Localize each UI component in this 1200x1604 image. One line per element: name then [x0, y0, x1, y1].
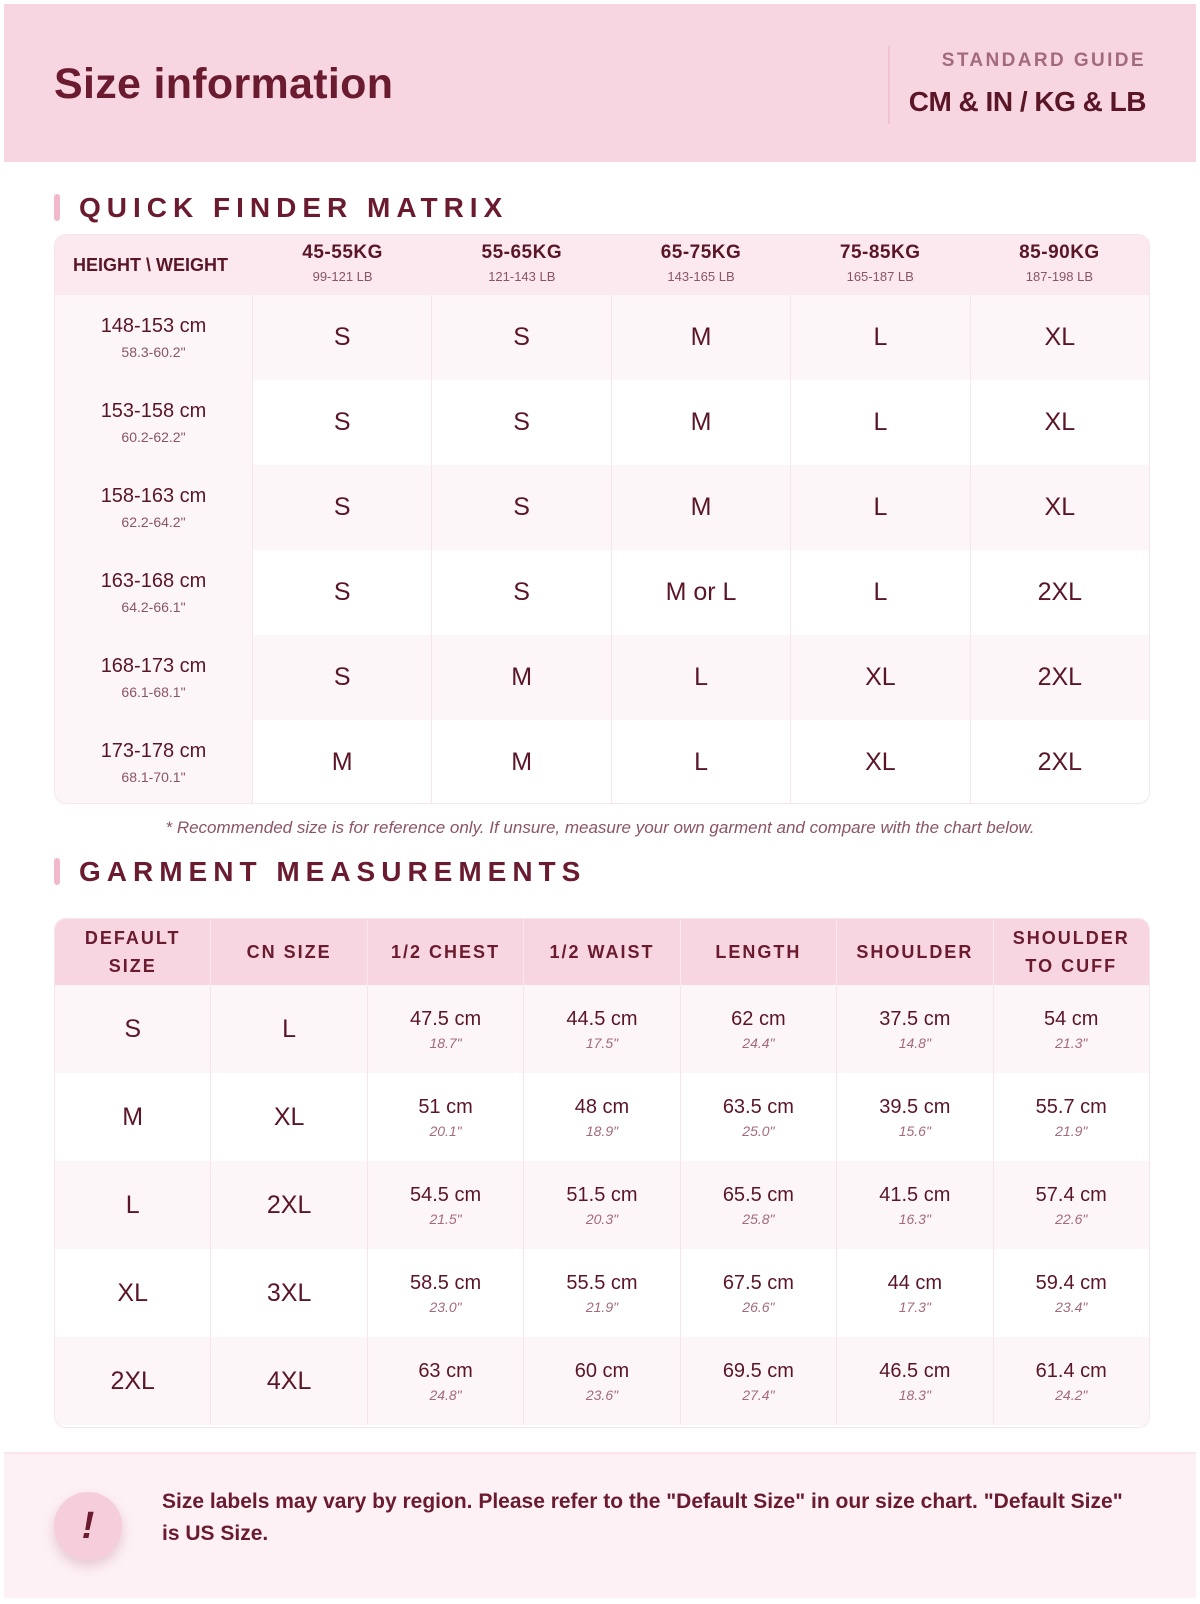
- page-title: Size information: [54, 60, 394, 108]
- size-cell: S: [432, 465, 611, 550]
- measurement-in: 21.9": [585, 1298, 619, 1315]
- size-cell: XL: [1044, 493, 1076, 521]
- default-size-cell: [55, 985, 211, 1073]
- measurement-in: 24.4": [742, 1034, 775, 1051]
- measurement-cell: [368, 1249, 524, 1337]
- default-size: M: [122, 1102, 144, 1131]
- size-cell: S: [432, 550, 611, 635]
- weight-lb: 99-121 LB: [312, 269, 373, 284]
- size-cell: L: [612, 635, 791, 720]
- weight-lb: 165-187 LB: [846, 269, 914, 284]
- weight-column-header: [791, 235, 970, 295]
- measurement-in: 18.3": [898, 1386, 931, 1403]
- measurement-cell: [524, 985, 680, 1073]
- matrix-row: [55, 295, 1149, 380]
- size-cell: S: [253, 550, 432, 635]
- cn-size: 2XL: [266, 1190, 312, 1219]
- matrix-header-row: [55, 235, 1149, 295]
- column-header: SHOULDER TO CUFF: [1012, 928, 1130, 976]
- measurement-cm: 46.5 cm: [879, 1359, 951, 1382]
- measurement-in: 21.5": [429, 1210, 462, 1227]
- column-header: 1/2 CHEST: [368, 919, 524, 985]
- height-cm: 158-163 cm: [100, 485, 207, 507]
- measurement-in: 22.6": [1055, 1210, 1088, 1227]
- default-size: S: [124, 1014, 142, 1043]
- header-divider: [888, 46, 890, 124]
- measurement-in: 24.8": [429, 1386, 462, 1403]
- measurement-cm: 44 cm: [887, 1271, 943, 1294]
- measurement-cell: [524, 1249, 680, 1337]
- height-cell: [55, 550, 253, 635]
- height-cm: 148-153 cm: [100, 315, 207, 337]
- measurement-cm: 51 cm: [418, 1095, 473, 1118]
- measurement-cm: 55.5 cm: [566, 1271, 638, 1294]
- measurement-in: 20.3": [585, 1210, 619, 1227]
- size-cell: M or L: [612, 550, 791, 635]
- measurement-cell: [994, 1337, 1149, 1425]
- default-size: L: [125, 1190, 140, 1219]
- quick-finder-title-text: QUICK FINDER MATRIX: [79, 192, 509, 223]
- measurement-cell: [524, 1073, 680, 1161]
- quick-finder-title: [54, 192, 508, 224]
- size-cell: 2XL: [1037, 578, 1083, 606]
- matrix-row: [55, 550, 1149, 635]
- weight-column-header: [432, 235, 611, 295]
- weight-kg: 65-75KG: [660, 242, 742, 263]
- measurement-cm: 63 cm: [418, 1359, 473, 1382]
- height-in: 66.1-68.1": [121, 684, 186, 700]
- height-cm: 153-158 cm: [100, 400, 207, 422]
- weight-lb: 143-165 LB: [667, 269, 735, 284]
- table-row: [55, 1073, 1149, 1161]
- cn-size: 4XL: [266, 1366, 312, 1395]
- reference-note: * Recommended size is for reference only. If unsure, measure your own garment and compare with the chart below.: [165, 818, 1035, 837]
- size-cell: L: [612, 720, 791, 804]
- size-cell: M: [253, 720, 432, 804]
- measurement-cm: 58.5 cm: [409, 1271, 482, 1294]
- size-cell: S: [432, 295, 611, 380]
- measurement-cm: 51.5 cm: [566, 1183, 638, 1206]
- measurement-cm: 41.5 cm: [879, 1183, 951, 1206]
- measurement-in: 17.5": [585, 1034, 619, 1051]
- measurement-cm: 65.5 cm: [722, 1183, 794, 1206]
- measurement-cell: [681, 985, 837, 1073]
- weight-kg: 55-65KG: [481, 242, 563, 263]
- measurement-cell: [524, 1161, 680, 1249]
- measurement-cell: [368, 1073, 524, 1161]
- cn-size: L: [282, 1014, 297, 1043]
- height-cell: [55, 465, 253, 550]
- measurement-in: 23.4": [1055, 1298, 1088, 1315]
- measurement-cm: 57.4 cm: [1035, 1183, 1107, 1206]
- measurement-cm: 62 cm: [731, 1007, 786, 1030]
- size-cell: S: [253, 465, 432, 550]
- guide-label: STANDARD GUIDE: [941, 50, 1146, 71]
- measurement-in: 25.8": [742, 1210, 775, 1227]
- size-cell: XL: [791, 720, 970, 804]
- size-cell: XL: [1044, 408, 1076, 436]
- cn-size-cell: [211, 1073, 367, 1161]
- measurement-cm: 37.5 cm: [879, 1007, 951, 1030]
- units-label: CM & IN / KG & LB: [908, 86, 1146, 117]
- exclamation-icon: !: [54, 1492, 122, 1560]
- measurement-cell: [368, 985, 524, 1073]
- default-size-cell: [55, 1249, 211, 1337]
- measurement-in: 24.2": [1055, 1386, 1088, 1403]
- size-cell: M: [612, 380, 791, 465]
- measurement-in: 14.8": [898, 1034, 931, 1051]
- column-header: SHOULDER: [837, 919, 993, 985]
- measurement-cm: 61.4 cm: [1035, 1359, 1107, 1382]
- measurement-cm: 55.7 cm: [1035, 1095, 1107, 1118]
- cn-size-cell: [211, 1337, 367, 1425]
- measurement-cm: 69.5 cm: [722, 1359, 794, 1382]
- measurement-cm: 44.5 cm: [566, 1007, 638, 1030]
- cn-size-cell: [211, 1161, 367, 1249]
- weight-kg: 85-90KG: [1019, 242, 1100, 263]
- height-cell: [55, 720, 253, 804]
- height-in: 68.1-70.1": [121, 769, 186, 785]
- size-cell: L: [791, 550, 970, 635]
- measurement-in: 23.6": [585, 1386, 619, 1403]
- size-cell: M: [612, 465, 791, 550]
- measurement-in: 16.3": [898, 1210, 931, 1227]
- measurement-in: 25.0": [742, 1122, 775, 1139]
- height-in: 62.2-64.2": [121, 514, 186, 530]
- size-cell: XL: [791, 635, 970, 720]
- measurement-cell: [524, 1337, 680, 1425]
- section-accent-bar: [54, 858, 60, 885]
- table-row: [55, 985, 1149, 1073]
- quick-finder-matrix: [54, 234, 1150, 804]
- measurement-in: 18.9": [585, 1122, 619, 1139]
- measurement-cell: [994, 1249, 1149, 1337]
- weight-lb: 121-143 LB: [488, 269, 556, 284]
- default-size: XL: [117, 1278, 148, 1307]
- height-in: 58.3-60.2": [121, 344, 186, 360]
- measurement-in: 20.1": [429, 1122, 462, 1139]
- height-cell: [55, 635, 253, 720]
- garment-measurements-title-text: GARMENT MEASUREMENTS: [79, 856, 587, 887]
- size-cell: M: [432, 635, 611, 720]
- height-in: 64.2-66.1": [121, 599, 186, 615]
- size-cell: M: [432, 720, 611, 804]
- size-guide-page: [4, 4, 1196, 1596]
- column-header: LENGTH: [681, 919, 837, 985]
- measurement-cm: 54.5 cm: [409, 1183, 482, 1206]
- column-header: CN SIZE: [211, 919, 367, 985]
- size-cell: S: [253, 380, 432, 465]
- weight-kg: 45-55KG: [302, 242, 383, 263]
- measurement-cell: [368, 1161, 524, 1249]
- weight-kg: 75-85KG: [839, 242, 921, 263]
- size-cell: M: [612, 295, 791, 380]
- height-cm: 163-168 cm: [100, 570, 207, 592]
- table-row: [55, 1249, 1149, 1337]
- measurement-cell: [681, 1249, 837, 1337]
- measurement-cell: [681, 1337, 837, 1425]
- garment-measurements-title: [54, 856, 586, 888]
- size-cell: 2XL: [1037, 663, 1083, 691]
- default-size-cell: [55, 1337, 211, 1425]
- garment-header-row: [55, 919, 1149, 985]
- matrix-row: [55, 465, 1149, 550]
- height-cell: [55, 380, 253, 465]
- measurement-cm: 59.4 cm: [1035, 1271, 1107, 1294]
- measurement-cell: [837, 1249, 993, 1337]
- measurement-in: 27.4": [742, 1386, 775, 1403]
- size-cell: L: [791, 295, 970, 380]
- garment-body: [55, 985, 1149, 1425]
- measurement-cell: [994, 985, 1149, 1073]
- weight-column-header: [253, 235, 432, 295]
- garment-measurements-table: [54, 918, 1150, 1428]
- measurement-cm: 47.5 cm: [409, 1007, 482, 1030]
- cn-size: XL: [273, 1102, 305, 1131]
- table-row: [55, 1337, 1149, 1425]
- measurement-cell: [681, 1073, 837, 1161]
- matrix-body: [55, 295, 1149, 804]
- measurement-in: 21.9": [1055, 1122, 1088, 1139]
- size-cell: 2XL: [1037, 748, 1083, 776]
- size-cell: S: [432, 380, 611, 465]
- measurement-cm: 63.5 cm: [722, 1095, 794, 1118]
- height-in: 60.2-62.2": [121, 429, 186, 445]
- size-cell: L: [791, 465, 970, 550]
- measurement-in: 21.3": [1055, 1034, 1088, 1051]
- weight-column-header: [611, 235, 790, 295]
- height-cm: 173-178 cm: [100, 740, 207, 762]
- size-cell: S: [253, 295, 432, 380]
- weight-column-header: [970, 235, 1149, 295]
- measurement-in: 18.7": [429, 1034, 462, 1051]
- matrix-row: [55, 380, 1149, 465]
- column-header: 1/2 WAIST: [524, 919, 680, 985]
- footer-notice: [4, 1452, 1196, 1598]
- measurement-cm: 54 cm: [1044, 1007, 1099, 1030]
- size-cell: L: [791, 380, 970, 465]
- region-size-notice: Size labels may vary by region. Please refer to the "Default Size" in our size chart. "Default Size" is US Size.: [162, 1490, 1123, 1545]
- cn-size-cell: [211, 1249, 367, 1337]
- table-row: [55, 1161, 1149, 1249]
- measurement-in: 23.0": [429, 1298, 462, 1315]
- measurement-cell: [368, 1337, 524, 1425]
- section-accent-bar: [54, 194, 60, 221]
- default-size-cell: [55, 1073, 211, 1161]
- height-cell: [55, 295, 253, 380]
- header: [4, 4, 1196, 162]
- default-size-cell: [55, 1161, 211, 1249]
- cn-size: 3XL: [266, 1278, 312, 1307]
- measurement-cell: [994, 1161, 1149, 1249]
- matrix-row: [55, 635, 1149, 720]
- measurement-in: 15.6": [898, 1122, 931, 1139]
- measurement-cell: [837, 1161, 993, 1249]
- cn-size-cell: [211, 985, 367, 1073]
- measurement-cell: [681, 1161, 837, 1249]
- measurement-in: 17.3": [898, 1298, 931, 1315]
- measurement-cell: [994, 1073, 1149, 1161]
- measurement-cell: [837, 985, 993, 1073]
- matrix-corner-label: HEIGHT \ WEIGHT: [73, 254, 228, 275]
- measurement-cm: 39.5 cm: [879, 1095, 951, 1118]
- default-size: 2XL: [110, 1366, 155, 1395]
- measurement-cm: 48 cm: [574, 1095, 630, 1118]
- weight-lb: 187-198 LB: [1025, 269, 1094, 284]
- measurement-cell: [837, 1073, 993, 1161]
- measurement-cm: 60 cm: [574, 1359, 630, 1382]
- measurement-in: 26.6": [742, 1298, 775, 1315]
- measurement-cell: [837, 1337, 993, 1425]
- matrix-row: [55, 720, 1149, 804]
- size-cell: S: [253, 635, 432, 720]
- measurement-cm: 67.5 cm: [722, 1271, 794, 1294]
- size-cell: XL: [1044, 323, 1076, 351]
- height-cm: 168-173 cm: [100, 655, 207, 677]
- column-header: DEFAULT SIZE: [55, 919, 211, 985]
